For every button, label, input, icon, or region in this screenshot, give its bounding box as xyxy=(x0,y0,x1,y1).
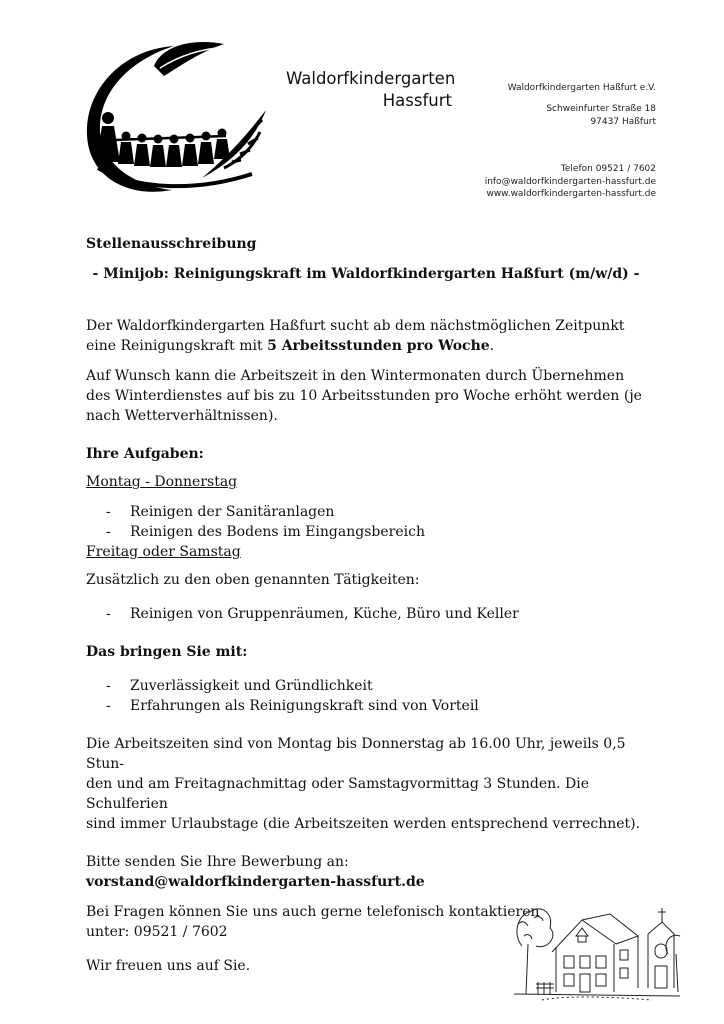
intro-text: Der Waldorfkindergarten Haßfurt sucht ab dem nächstmöglichen Zeitpunkt eine Reinigungskraft mit xyxy=(86,318,625,354)
document-body xyxy=(86,234,646,976)
document-subtitle: - Minijob: Reinigungskraft im Waldorfkindergarten Haßfurt (m/w/d) - xyxy=(92,266,640,282)
list-item: - Erfahrungen als Reinigungskraft sind von Vorteil xyxy=(86,696,646,716)
fri-sat-label: Freitag oder Samstag xyxy=(86,544,241,560)
winter-paragraph: Auf Wunsch kann die Arbeitszeit in den Wintermonaten durch Übernehmen des Winterdienstes auf bis zu 10 Arbeitsstunden pro Woche erhöht werden (je nach Wetterverhältnissen). xyxy=(86,368,642,424)
kindergarten-name-line1: Waldorfkindergarten xyxy=(286,69,456,88)
mon-thu-label: Montag - Donnerstag xyxy=(86,474,238,490)
apply-text: Bitte senden Sie Ihre Bewerbung an: xyxy=(86,854,349,870)
street-address: Schweinfurter Straße 18 xyxy=(546,104,656,114)
document-heading: Stellenausschreibung xyxy=(86,236,257,252)
list-item: - Reinigen von Gruppenräumen, Küche, Büro und Keller xyxy=(86,604,646,624)
phone-number: Telefon 09521 / 7602 xyxy=(560,164,656,174)
fri-sat-list xyxy=(86,604,646,624)
hours-line2: den und am Freitagnachmittag oder Samstagvormittag 3 Stunden. Die Schulferien xyxy=(86,776,590,812)
intro-end: . xyxy=(489,338,495,354)
intro-paragraph xyxy=(86,316,646,356)
intro-hours-bold: 5 Arbeitsstunden pro Woche xyxy=(267,338,490,354)
city-address: 97437 Haßfurt xyxy=(590,117,656,127)
kindergarten-name-line2: Hassfurt xyxy=(382,91,452,110)
fri-sat-intro: Zusätzlich zu den oben genannten Tätigkeiten: xyxy=(86,572,420,588)
list-item: - Reinigen des Bodens im Eingangsbereich xyxy=(86,522,646,542)
contact-block xyxy=(485,163,656,201)
mon-thu-list xyxy=(86,502,646,542)
questions-line1: Bei Fragen können Sie uns auch gerne telefonisch kontaktieren xyxy=(86,904,540,920)
closing-text: Wir freuen uns auf Sie. xyxy=(86,958,251,974)
hours-line1: Die Arbeitszeiten sind von Montag bis Donnerstag ab 16.00 Uhr, jeweils 0,5 Stun- xyxy=(86,736,626,772)
bring-list xyxy=(86,676,646,716)
list-item: - Zuverlässigkeit und Gründlichkeit xyxy=(86,676,646,696)
address-block xyxy=(508,82,656,129)
contact-email[interactable]: info@waldorfkindergarten-hassfurt.de xyxy=(484,176,656,187)
hours-line3: sind immer Urlaubstage (die Arbeitszeiten werden entsprechend verrechnet). xyxy=(86,816,641,832)
hours-paragraph xyxy=(86,734,646,834)
org-name: Waldorfkindergarten Haßfurt e.V. xyxy=(507,83,656,93)
bring-title: Das bringen Sie mit: xyxy=(86,644,248,660)
apply-email[interactable]: vorstand@waldorfkindergarten-hassfurt.de xyxy=(86,874,425,890)
kindergarten-building-sketch-icon xyxy=(512,884,682,1004)
questions-line2: unter: 09521 / 7602 xyxy=(86,924,228,940)
tasks-title: Ihre Aufgaben: xyxy=(86,446,204,462)
website-link[interactable]: www.waldorfkindergarten-hassfurt.de xyxy=(486,189,656,199)
list-item: - Reinigen der Sanitäranlagen xyxy=(86,502,646,522)
kindergarten-name xyxy=(286,68,456,112)
kindergarten-logo-icon xyxy=(76,40,276,202)
